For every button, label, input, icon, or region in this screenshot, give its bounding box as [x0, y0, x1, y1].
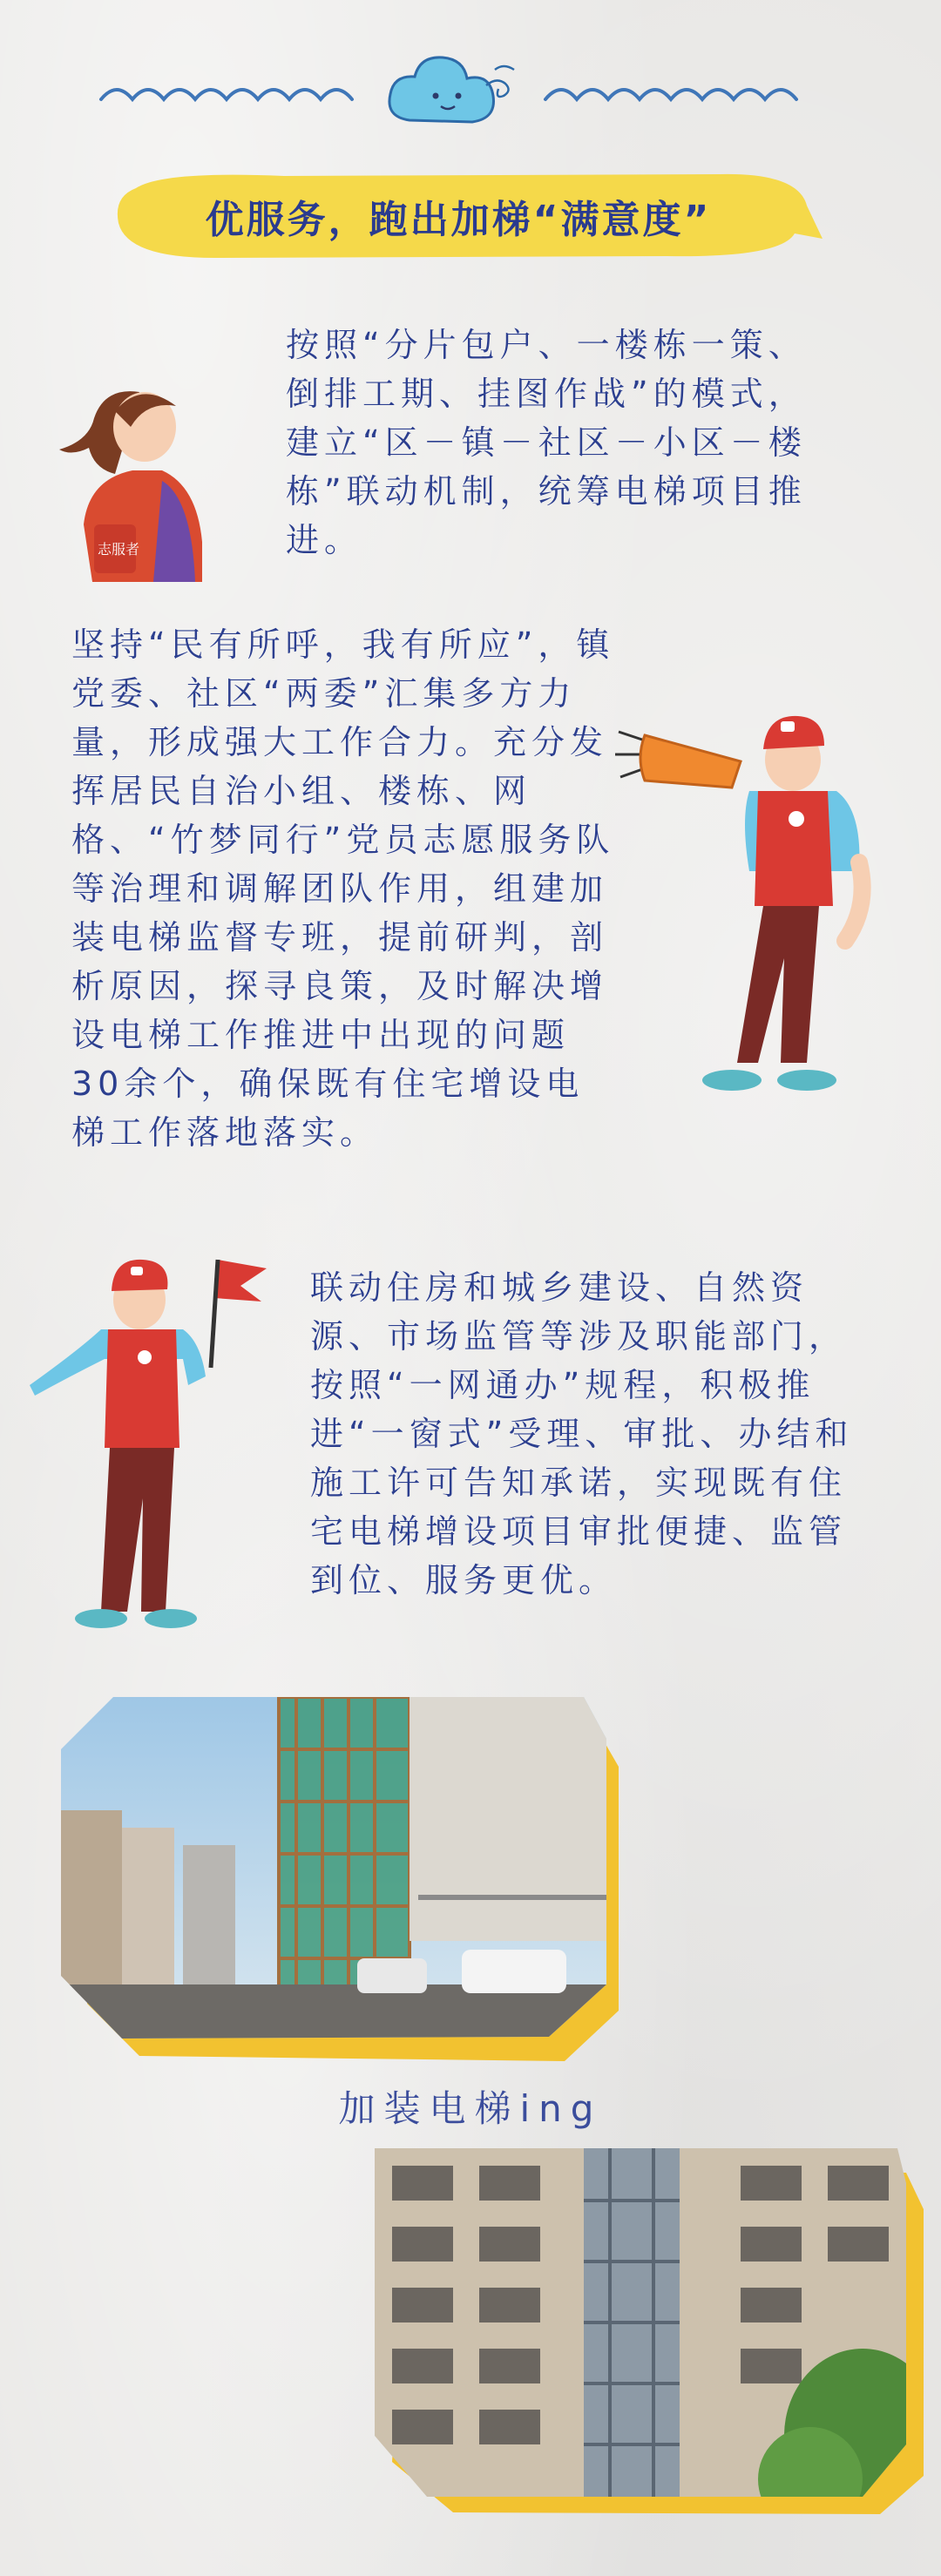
paragraph-one: 按照“分片包户、一楼栋一策、倒排工期、挂图作战”的模式，建立“区－镇－社区－小区－楼栋”联动机制，统筹电梯项目推进。 [286, 326, 807, 559]
flag-volunteer-illustration [17, 1246, 279, 1638]
armband-label: 志服者 [98, 541, 140, 558]
page-title: 优服务，跑出加梯“满意度” [205, 198, 712, 242]
cloud-icon [375, 51, 531, 146]
wave-divider-icon [98, 80, 359, 115]
photo-caption: 加装电梯ing [338, 2087, 603, 2130]
wave-divider-icon [542, 80, 803, 115]
paragraph-three: 联动住房和城乡建设、自然资源、市场监管等涉及职能部门，按照“一网通办”规程，积极推进“一窗式”受理、审批、办结和施工许可告知承诺，实现既有住宅电梯增设项目审批便捷、监管到位、服务更优。 [310, 1268, 854, 1599]
volunteer-woman-illustration [49, 376, 223, 585]
paragraph-two: 坚持“民有所呼，我有所应”，镇党委、社区“两委”汇集多方力量，形成强大工作合力。充分发挥居民自治小组、楼栋、网格、“竹梦同行”党员志愿服务队等治理和调解团队作用，组建加装电梯监督专班，提前研判，剖析原因，探寻良策，及时解决增设电梯工作推进中出现的问题30余个，确保既有住宅增设电梯工作落地落实。 [71, 625, 615, 1152]
residential-elevator-photo [375, 2148, 924, 2514]
construction-photo [61, 1697, 619, 2063]
megaphone-volunteer-illustration [610, 697, 871, 1132]
